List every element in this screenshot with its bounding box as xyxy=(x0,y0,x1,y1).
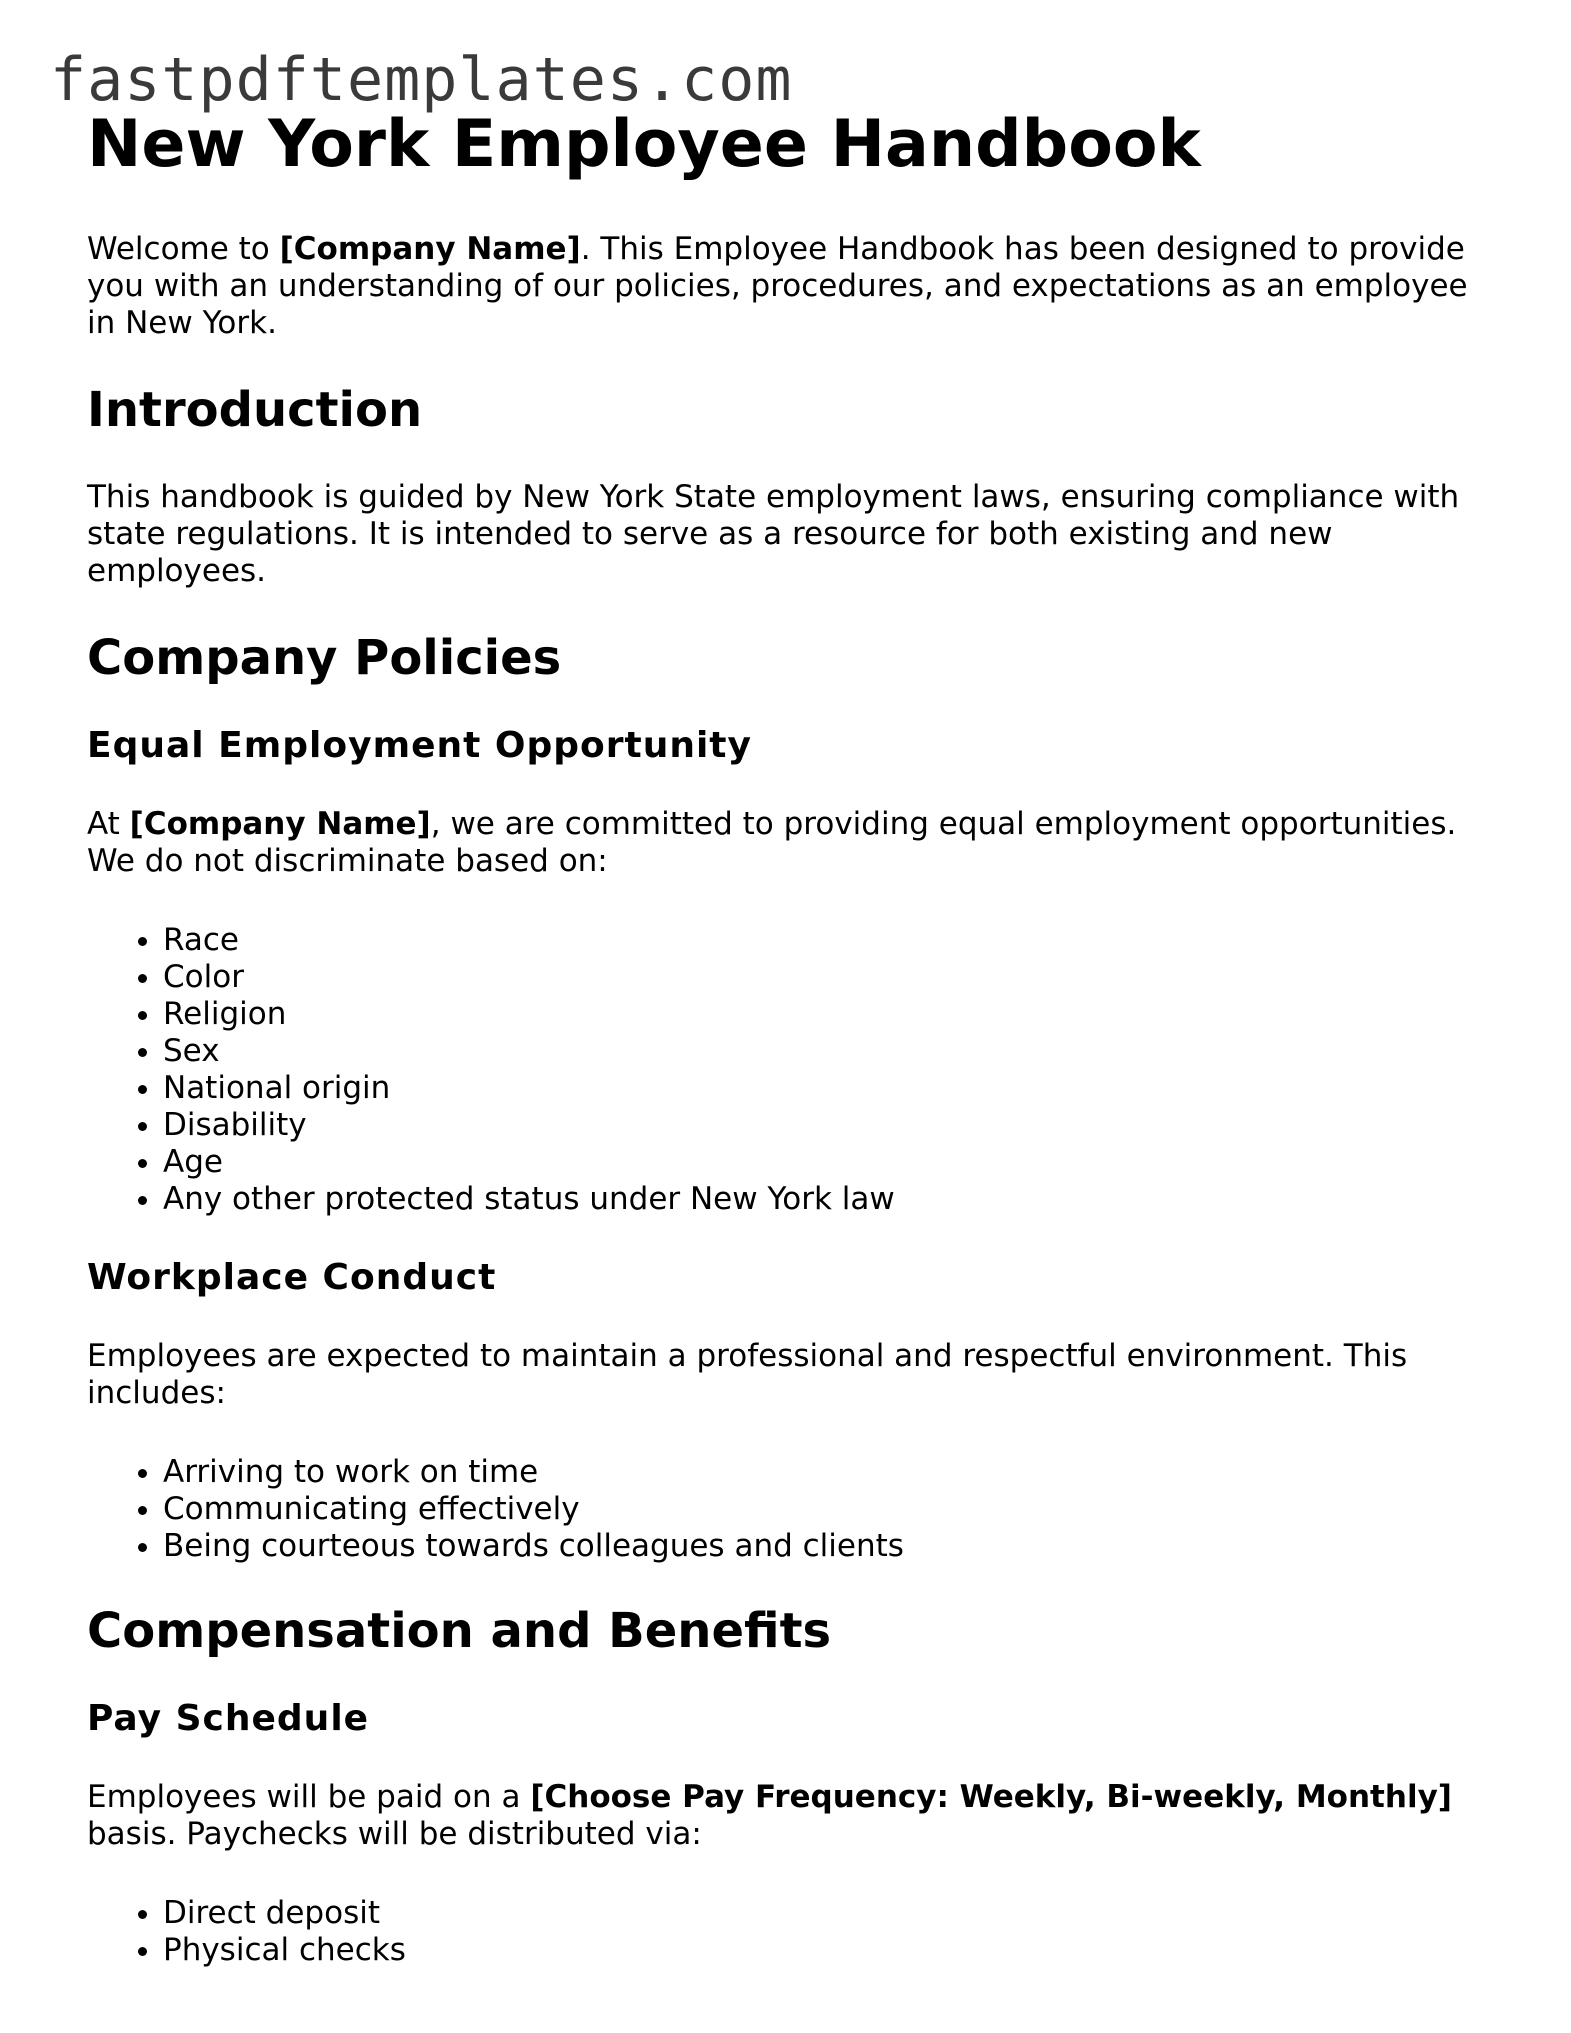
list-item: • Communicating effectively xyxy=(163,1491,1487,1528)
workplace-conduct-paragraph: Employees are expected to maintain a professional and respectful environment. This includes: xyxy=(87,1337,1408,1411)
company-name-placeholder: [Company Name] xyxy=(279,230,581,267)
company-policies-heading: Company Policies xyxy=(87,629,562,686)
watermark: fastpdftemplates.com xyxy=(50,45,793,115)
document-title: New York Employee Handbook xyxy=(87,107,1201,182)
conduct-list xyxy=(87,1454,1487,1565)
list-item: • Age xyxy=(163,1144,1487,1181)
pay-schedule-paragraph xyxy=(87,1779,1487,1853)
introduction-paragraph: This handbook is guided by New York State employment laws, ensuring compliance with state regulations. It is intended to serve as a resource for both existing and new employees. xyxy=(87,478,1460,589)
list-item: • National origin xyxy=(163,1070,1487,1107)
list-item: • Race xyxy=(163,922,1487,959)
eeo-prefix: At xyxy=(87,805,130,842)
pay-schedule-suffix: basis. Paychecks will be distributed via: xyxy=(87,1815,702,1852)
welcome-suffix: . This Employee Handbook has been designed to provide you with an understanding of our policies, procedures, and expectations as an employee in New York. xyxy=(87,230,1468,341)
list-item: • Disability xyxy=(163,1107,1487,1144)
pay-frequency-placeholder: [Choose Pay Frequency: Weekly, Bi-weekly, Monthly] xyxy=(530,1778,1452,1815)
list-item: • Any other protected status under New York law xyxy=(163,1181,1487,1218)
list-item: • Color xyxy=(163,959,1487,996)
list-item: • Being courteous towards colleagues and clients xyxy=(163,1528,1487,1565)
list-item: • Sex xyxy=(163,1033,1487,1070)
company-name-placeholder: [Company Name] xyxy=(129,805,431,842)
protected-classes-list xyxy=(87,922,1487,1218)
workplace-conduct-heading: Workplace Conduct xyxy=(87,1256,497,1298)
list-item: • Physical checks xyxy=(163,1932,1487,1969)
document-page xyxy=(87,108,1487,2009)
pay-schedule-prefix: Employees will be paid on a xyxy=(87,1778,531,1815)
introduction-heading: Introduction xyxy=(87,381,423,438)
list-item: • Direct deposit xyxy=(163,1895,1487,1932)
compensation-heading: Compensation and Benefits xyxy=(87,1602,832,1659)
list-item: • Religion xyxy=(163,996,1487,1033)
pay-schedule-heading: Pay Schedule xyxy=(87,1698,370,1740)
list-item: • Arriving to work on time xyxy=(163,1454,1487,1491)
eeo-paragraph xyxy=(87,806,1487,880)
welcome-prefix: Welcome to xyxy=(87,230,280,267)
eeo-heading: Equal Employment Opportunity xyxy=(87,725,752,767)
welcome-paragraph xyxy=(87,231,1487,342)
eeo-suffix: , we are committed to providing equal employment opportunities. We do not discriminate based on: xyxy=(87,805,1457,879)
pay-methods-list xyxy=(87,1895,1487,1969)
